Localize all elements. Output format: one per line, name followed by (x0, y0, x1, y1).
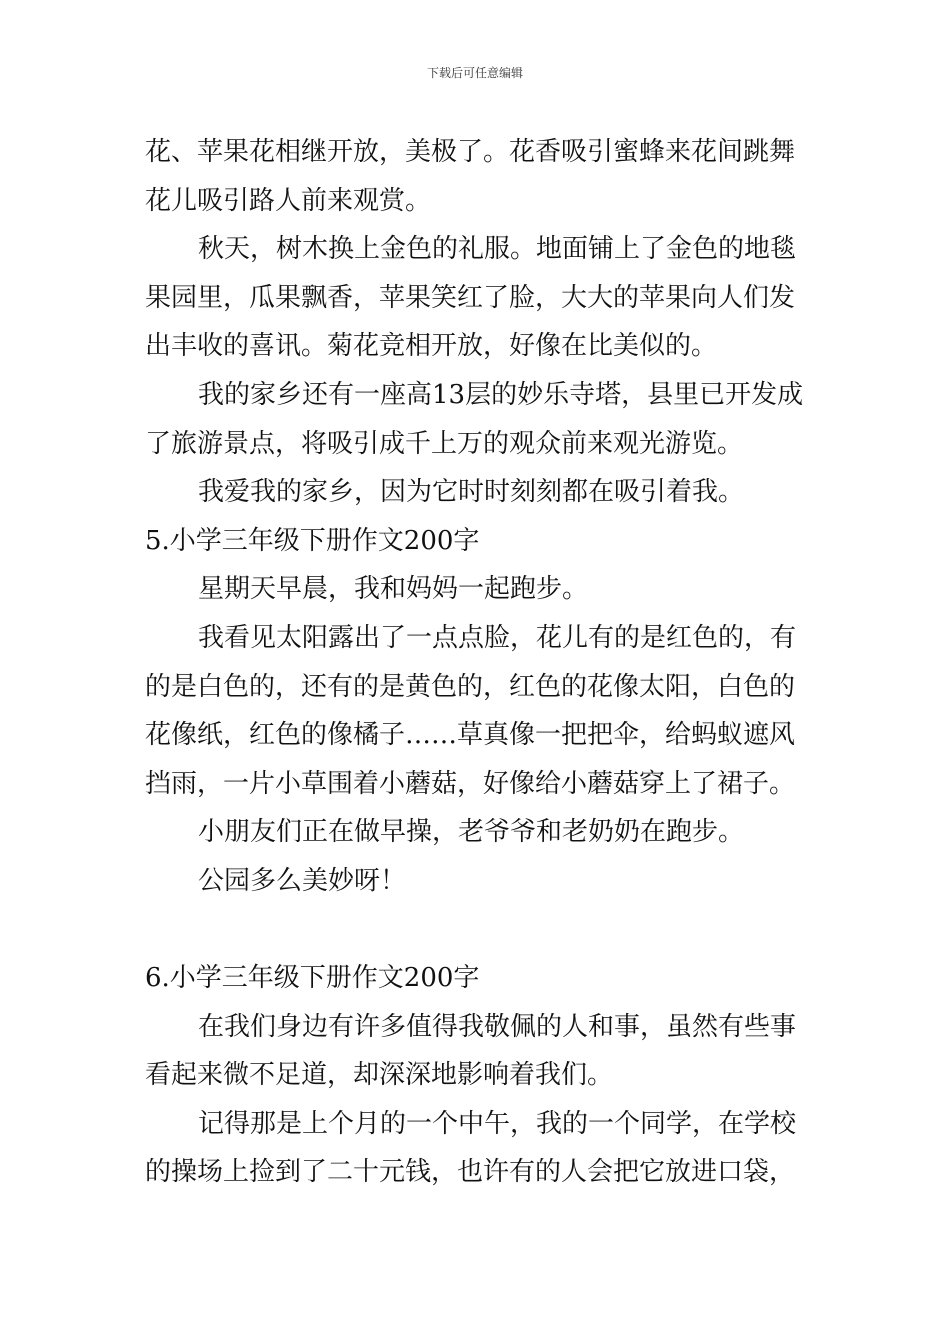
text-line: 挡雨，一片小草围着小蘑菇，好像给小蘑菇穿上了裙子。 (145, 768, 796, 799)
text-line: 的操场上捡到了二十元钱，也许有的人会把它放进口袋， (145, 1157, 796, 1188)
text-line: 花像纸，红色的像橘子……草真像一把把伞，给蚂蚁遮风 (145, 720, 796, 751)
essay-heading-6: 6.小学三年级下册作文200字 (145, 963, 480, 994)
paragraph-flowers: 我看见太阳露出了一点点脸，花儿有的是红色的，有 (198, 622, 797, 653)
paragraph-sunday: 星期天早晨，我和妈妈一起跑步。 (198, 574, 589, 605)
text-line: 花、苹果花相继开放，美极了。花香吸引蜜蜂来花间跳舞 (145, 137, 796, 167)
text-line: 果园里，瓜果飘香，苹果笑红了脸，大大的苹果向人们发 (145, 282, 796, 313)
page-header: 下载后可任意编辑 (426, 66, 523, 80)
text-line: 的是白色的，还有的是黄色的，红色的花像太阳，白色的 (145, 671, 796, 702)
paragraph-conclusion: 我爱我的家乡，因为它时时刻刻都在吸引着我。 (198, 477, 745, 508)
text-line: 了旅游景点，将吸引成千上万的观众前来观光游览。 (145, 428, 744, 459)
paragraph-morning-exercise: 小朋友们正在做早操，老爷爷和老奶奶在跑步。 (198, 817, 745, 848)
text-line: 花儿吸引路人前来观赏。 (145, 185, 432, 216)
paragraph-autumn: 秋天，树木换上金色的礼服。地面铺上了金色的地毯 (198, 234, 797, 265)
text-line: 出丰收的喜讯。菊花竞相开放，好像在比美似的。 (145, 331, 718, 362)
text-line: 看起来微不足道，却深深地影响着我们。 (145, 1060, 614, 1091)
document-body (145, 128, 810, 1197)
paragraph-admiration: 在我们身边有许多值得我敬佩的人和事，虽然有些事 (198, 1011, 797, 1042)
paragraph-memory: 记得那是上个月的一个中午，我的一个同学，在学校 (198, 1108, 797, 1139)
paragraph-pagoda: 我的家乡还有一座高13层的妙乐寺塔，县里已开发成 (198, 379, 804, 410)
blank-line (145, 906, 810, 955)
paragraph-park: 公园多么美妙呀！ (198, 865, 407, 896)
essay-heading-5: 5.小学三年级下册作文200字 (145, 525, 480, 556)
